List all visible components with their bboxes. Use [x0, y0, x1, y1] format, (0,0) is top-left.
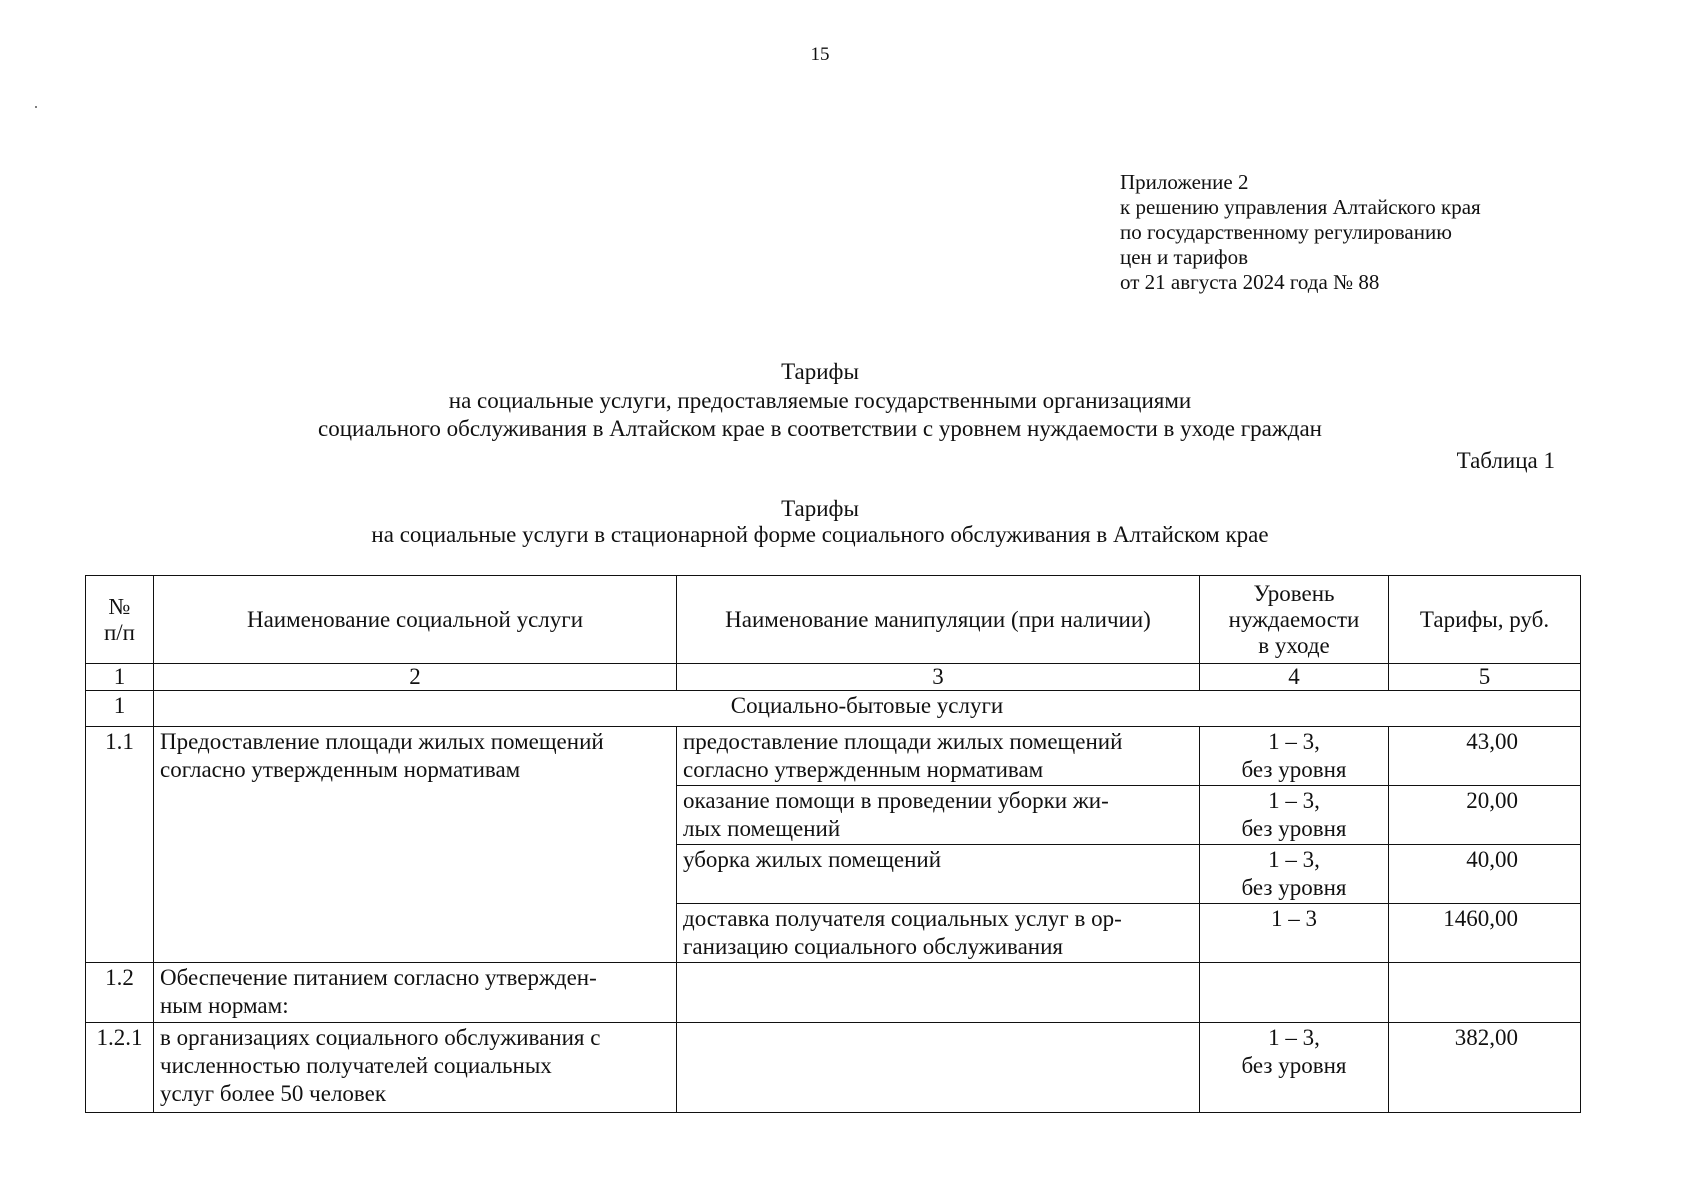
need-level [1200, 1023, 1389, 1113]
tariff-value [1389, 727, 1581, 786]
header-level-line: Уровень [1253, 580, 1335, 606]
header-num-line: № [108, 593, 131, 619]
header-manipulation: Наименование манипуляции (при наличии) [677, 576, 1200, 664]
header-level-line: нуждаемости [1228, 606, 1360, 632]
manipulation-name [677, 963, 1200, 1023]
need-level-line: 1 – 3, [1268, 729, 1320, 754]
column-number: 3 [677, 664, 1200, 691]
manipulation-line: доставка получателя социальных услуг в ор- [683, 906, 1122, 931]
manipulation-name [677, 845, 1200, 904]
table-header-row [86, 576, 1581, 664]
title-line: на социальные услуги, предоставляемые государственными организациями [448, 387, 1192, 413]
manipulation-name [677, 1023, 1200, 1113]
header-tariff: Тарифы, руб. [1389, 576, 1581, 664]
tariff-value [1389, 904, 1581, 963]
tariff-value [1389, 963, 1581, 1023]
header-level [1200, 576, 1389, 664]
service-line: в организациях социального обслуживания с [160, 1025, 601, 1050]
service-line: согласно утвержденным нормативам [160, 757, 521, 782]
table-row [86, 1023, 1581, 1113]
header-num-line: п/п [103, 619, 135, 645]
section-title: Социально-бытовые услуги [154, 691, 1581, 727]
appendix-line: Приложение 2 [1120, 170, 1249, 194]
need-level [1200, 904, 1389, 963]
row-num: 1.2.1 [86, 1023, 154, 1113]
service-name [154, 963, 677, 1023]
tariff-text: 20,00 [1466, 788, 1518, 813]
service-line: услуг более 50 человек [160, 1081, 387, 1106]
appendix-header [1120, 170, 1481, 295]
scan-speck [35, 106, 37, 108]
header-num [86, 576, 154, 664]
column-number: 4 [1200, 664, 1389, 691]
need-level-line: 1 – 3, [1268, 847, 1320, 872]
need-level-line: без уровня [1241, 816, 1347, 841]
subtitle-line: на социальные услуги в стационарной форме социального обслуживания в Алтайском крае [371, 522, 1269, 547]
service-name [154, 727, 677, 963]
need-level-line: без уровня [1241, 1053, 1347, 1078]
tariff-text: 40,00 [1466, 847, 1518, 872]
column-number: 2 [154, 664, 677, 691]
section-num: 1 [86, 691, 154, 727]
table-title [0, 496, 1640, 548]
row-num: 1.1 [86, 727, 154, 963]
tariff-text: 43,00 [1466, 729, 1518, 754]
header-level-line: в уходе [1258, 632, 1330, 658]
service-line: ным нормам: [160, 993, 289, 1018]
manipulation-line: оказание помощи в проведении уборки жи- [683, 788, 1109, 813]
need-level [1200, 727, 1389, 786]
need-level-line: без уровня [1241, 875, 1347, 900]
manipulation-line: согласно утвержденным нормативам [683, 757, 1044, 782]
table-row [86, 727, 1581, 786]
appendix-line: к решению управления Алтайского края [1120, 195, 1481, 219]
header-service: Наименование социальной услуги [154, 576, 677, 664]
title-line: социального обслуживания в Алтайском крае в соответствии с уровнем нуждаемости в уходе граждан [318, 416, 1322, 441]
need-level [1200, 963, 1389, 1023]
manipulation-line: уборка жилых помещений [683, 847, 942, 872]
manipulation-line: ганизацию социального обслуживания [683, 934, 1063, 959]
service-line: численностью получателей социальных [160, 1053, 552, 1078]
service-name [154, 1023, 677, 1113]
appendix-line: от 21 августа 2024 года № 88 [1120, 270, 1380, 294]
column-number: 5 [1389, 664, 1581, 691]
manipulation-name [677, 786, 1200, 845]
tariff-text: 382,00 [1454, 1025, 1518, 1050]
appendix-line: цен и тарифов [1120, 245, 1249, 269]
column-number: 1 [86, 664, 154, 691]
need-level [1200, 845, 1389, 904]
document-title [0, 358, 1640, 444]
tariff-table [85, 575, 1581, 1113]
tariff-text: 1460,00 [1443, 906, 1518, 931]
service-line: Предоставление площади жилых помещений [160, 729, 604, 754]
subtitle-line: Тарифы [781, 496, 859, 521]
tariff-value [1389, 845, 1581, 904]
table-label: Таблица 1 [1456, 448, 1555, 473]
need-level-line: 1 – 3, [1268, 1025, 1320, 1050]
service-line: Обеспечение питанием согласно утвержден- [160, 965, 597, 990]
column-number-row [86, 664, 1581, 691]
manipulation-name [677, 727, 1200, 786]
tariff-value [1389, 1023, 1581, 1113]
manipulation-name [677, 904, 1200, 963]
row-num: 1.2 [86, 963, 154, 1023]
section-row [86, 691, 1581, 727]
need-level-line: без уровня [1241, 757, 1347, 782]
manipulation-line: лых помещений [683, 816, 841, 841]
tariff-value [1389, 786, 1581, 845]
need-level-line: 1 – 3, [1268, 788, 1320, 813]
title-line: Тарифы [781, 359, 859, 384]
appendix-line: по государственному регулированию [1120, 220, 1452, 244]
need-level-line: 1 – 3 [1271, 906, 1317, 931]
manipulation-line: предоставление площади жилых помещений [683, 729, 1123, 754]
table-row [86, 963, 1581, 1023]
need-level [1200, 786, 1389, 845]
page-number: 15 [810, 44, 830, 65]
